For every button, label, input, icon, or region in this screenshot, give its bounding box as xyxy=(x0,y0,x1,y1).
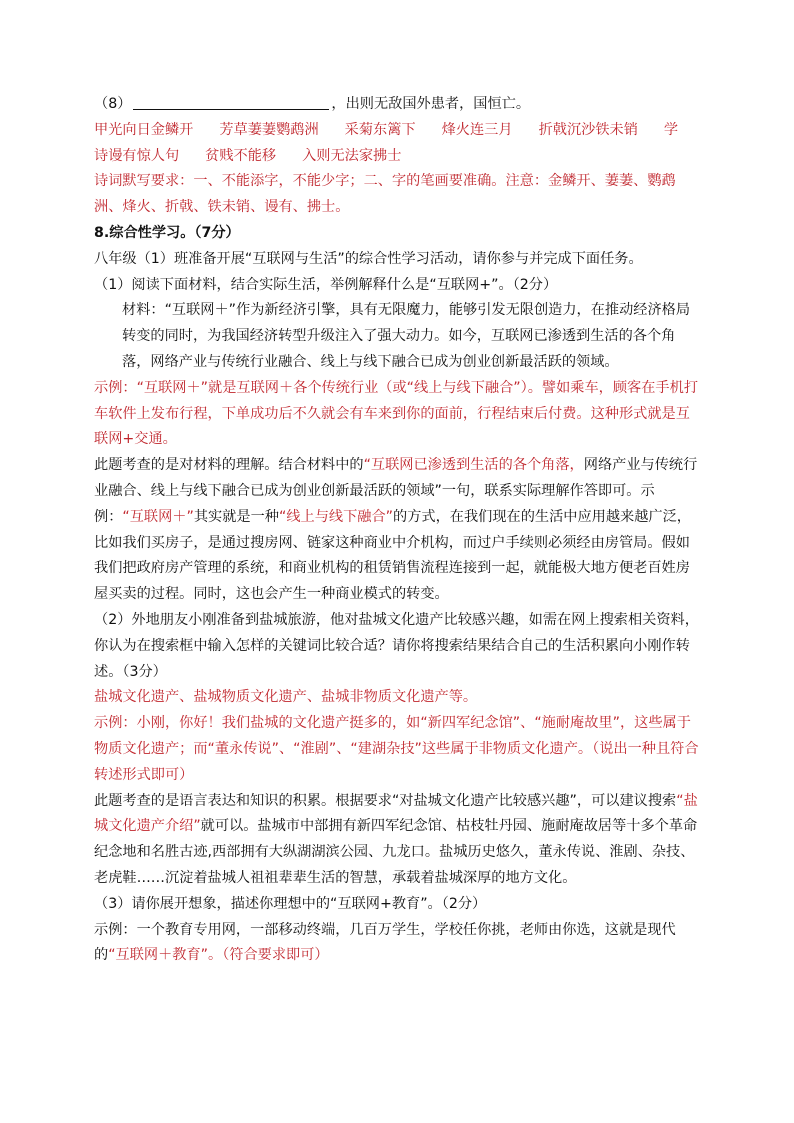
analysis-2-text: 此题考查的是语言表达和知识的积累。根据要求“对盐城文化遗产比较感兴趣”，可以建议搜索 xyxy=(94,792,677,809)
q8-suffix: ，出则无敌国外患者，国恒亡。 xyxy=(331,96,531,112)
analysis-1 xyxy=(94,453,700,608)
analysis-1-quote: “互联网已渗透到生活的各个角落， xyxy=(363,457,584,474)
analysis-1-text: 的方式，在我们现在的生活中应用越来越广泛，比如我们买房子，是通过搜房网、链家这种商业中介机构，而过户手续则必须经由房管局。假如我们把政府房产管理的系统，和商业机构的租赁销售流程连接到一起，就能极大地方便老百姓房屋买卖的过程。同时，这也会产生一种商业模式的转变。 xyxy=(94,508,691,603)
analysis-1-text: 网络产业与传统行业融合、线上与线下融合已成为创业创新最活跃的领域”一句，联系实际理解作答即可。示例： xyxy=(94,457,698,525)
analysis-2-quote: “盐城文化遗产介绍” xyxy=(94,792,698,835)
answer-item: 折戟沉沙铁未销 xyxy=(538,121,638,138)
analysis-1-text: 其实就是一种 xyxy=(193,508,279,525)
example-2: 示例：小刚，你好！我们盐城的文化遗产挺多的，如“新四军纪念馆”、“施耐庵故里”，这些属于物质文化遗产；而“董永传说”、“淮剧”、“建湖杂技”这些属于非物质文化遗产。（说出一种且符合转述形式即可） xyxy=(94,715,699,783)
example-1-rest: 机打车软件上发布行程，下单成功后不久就会有车来到你的面前，行程结束后付费。这种形式就是互联网+交通。 xyxy=(94,379,699,448)
answer-item: 贫贱不能移 xyxy=(205,147,277,164)
answer-item: 入则无法家拂士 xyxy=(302,147,402,164)
analysis-1-text: 此题考查的是对材料的理解。结合材料中的 xyxy=(94,457,364,474)
material-text: 材料：“互联网＋”作为新经济引擎，具有无限魔力，能够引发无限创造力，在推动经济格局转变的同时，为我国经济转型升级注入了强大动力。如今，互联网已渗透到生活的各个角落，网络产业与传统行业融合、线上与线下融合已成为创业创新最活跃的领域。 xyxy=(122,302,691,370)
document-content xyxy=(94,92,700,969)
q8-fill-line xyxy=(94,92,700,118)
question-3: （3）请你展开想象，描述你理想中的“互联网+教育”。（2分） xyxy=(94,895,487,912)
example-1 xyxy=(94,376,700,453)
answer-item: 学 xyxy=(663,121,679,138)
answer-item: 采菊东篱下 xyxy=(344,121,416,138)
q8-prefix: （8） xyxy=(94,96,132,112)
analysis-1-quote: “互联网＋” xyxy=(122,508,194,525)
answer-item: 烽火连三月 xyxy=(441,121,513,138)
analysis-1-quote: “线上与线下融合” xyxy=(278,508,393,525)
example-3 xyxy=(94,918,700,970)
analysis-2 xyxy=(94,789,700,892)
example-3-text: 示例：一个教育专用网，一部移动终端，几百万学生，学校任你挑，老师由你选，这就是现代的 xyxy=(94,921,676,964)
section-title: 8.综合性学习。（7分） xyxy=(94,224,240,241)
answer-item: 诗谩有惊人句 xyxy=(94,147,180,164)
question-1: （1）阅读下面材料，结合实际生活，举例解释什么是“互联网+”。（2分） xyxy=(94,276,558,293)
analysis-2-text: 就可以。盐城市中部拥有新四军纪念馆、枯枝牡丹园、施耐庵故居等十多个革命纪念地和名胜古迹,西部拥有大纵湖湖滨公园、九龙口。盐城历史悠久，董永传说、淮剧、杂技、老虎鞋……沉淀着盐城人祖祖辈辈生活的智慧，承载着盐城深厚的地方文化。 xyxy=(94,818,698,886)
section-intro: 八年级（1）班准备开展“互联网与生活”的综合性学习活动，请你参与并完成下面任务。 xyxy=(94,250,643,267)
example-3-quote: “互联网＋教育”。（符合要求即可） xyxy=(108,947,329,964)
keywords-answer: 盐城文化遗产、盐城物质文化遗产、盐城非物质文化遗产等。 xyxy=(94,689,478,706)
answer-blank xyxy=(133,93,329,110)
answer-item: 芳草萋萋鹦鹉洲 xyxy=(219,121,319,138)
answer-line-2 xyxy=(94,144,700,170)
question-2: （2）外地朋友小刚准备到盐城旅游，他对盐城文化遗产比较感兴趣，如需在网上搜索相关资料，你认为在搜索框中输入怎样的关键词比较合适？请你将搜索结果结合自己的生活积累向小刚作转述。（3分） xyxy=(94,611,699,680)
example-1-lead: 示例：“互联网＋”就是互联网＋各个传统行业（或“线上与线下融合”）。譬如乘车，顾客在手 xyxy=(94,379,670,396)
answer-line-1 xyxy=(94,118,700,144)
answer-item: 甲光向日金鳞开 xyxy=(94,121,194,138)
requirement-note: 诗词默写要求：一、不能添字，不能少字；二、字的笔画要准确。注意：金鳞开、萋萋、鹦鹉洲、烽火、折戟、铁未销、谩有、拂士。 xyxy=(94,173,676,216)
